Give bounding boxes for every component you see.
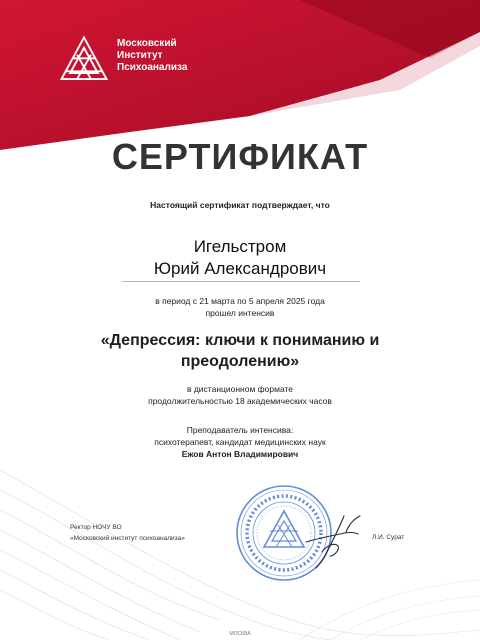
certificate-title: СЕРТИФИКАТ [111,136,369,177]
course-title-line-2: преодолению» [180,353,300,370]
name-underline [122,281,360,282]
course-title-line-1: «Депрессия: ключи к пониманию и [100,332,380,349]
recipient-name [0,236,480,280]
instructor-label: Преподаватель интенсива: [186,425,294,435]
triangle-knot-logo-icon [58,34,110,86]
instructor-credentials: психотерапевт, кандидат медицинских наук [154,437,326,447]
completed-text: прошел интенсив [205,308,275,318]
signatory-name: Л.И. Сурат [372,534,405,541]
city-label: МОСКВА [229,631,251,637]
recipient-surname: Игельстром [193,237,287,256]
organization-name [117,38,187,74]
certificate-intro: Настоящий сертификат подтверждает, что [150,200,330,210]
signatory-title-line-2: «Московский институт психоанализа» [70,535,185,542]
organization-line-1: Московский [117,38,177,49]
period-text: в период с 21 марта по 5 апреля 2025 года [155,296,325,306]
organization-line-2: Институт [117,50,163,61]
signatory-title-line-1: Ректор НОЧУ ВО [70,524,122,531]
instructor-block [0,424,480,460]
course-format [0,383,480,407]
signatory-title [70,522,185,544]
format-text: в дистанционном формате [186,384,294,394]
study-period [0,295,480,319]
duration-text: продолжительностью 18 академических часов [148,396,332,406]
organization-line-3: Психоанализа [117,62,188,73]
recipient-given-names: Юрий Александрович [153,259,327,278]
signature-icon [300,512,366,570]
instructor-name: Ежов Антон Владимирович [181,449,299,459]
course-title [0,330,480,372]
